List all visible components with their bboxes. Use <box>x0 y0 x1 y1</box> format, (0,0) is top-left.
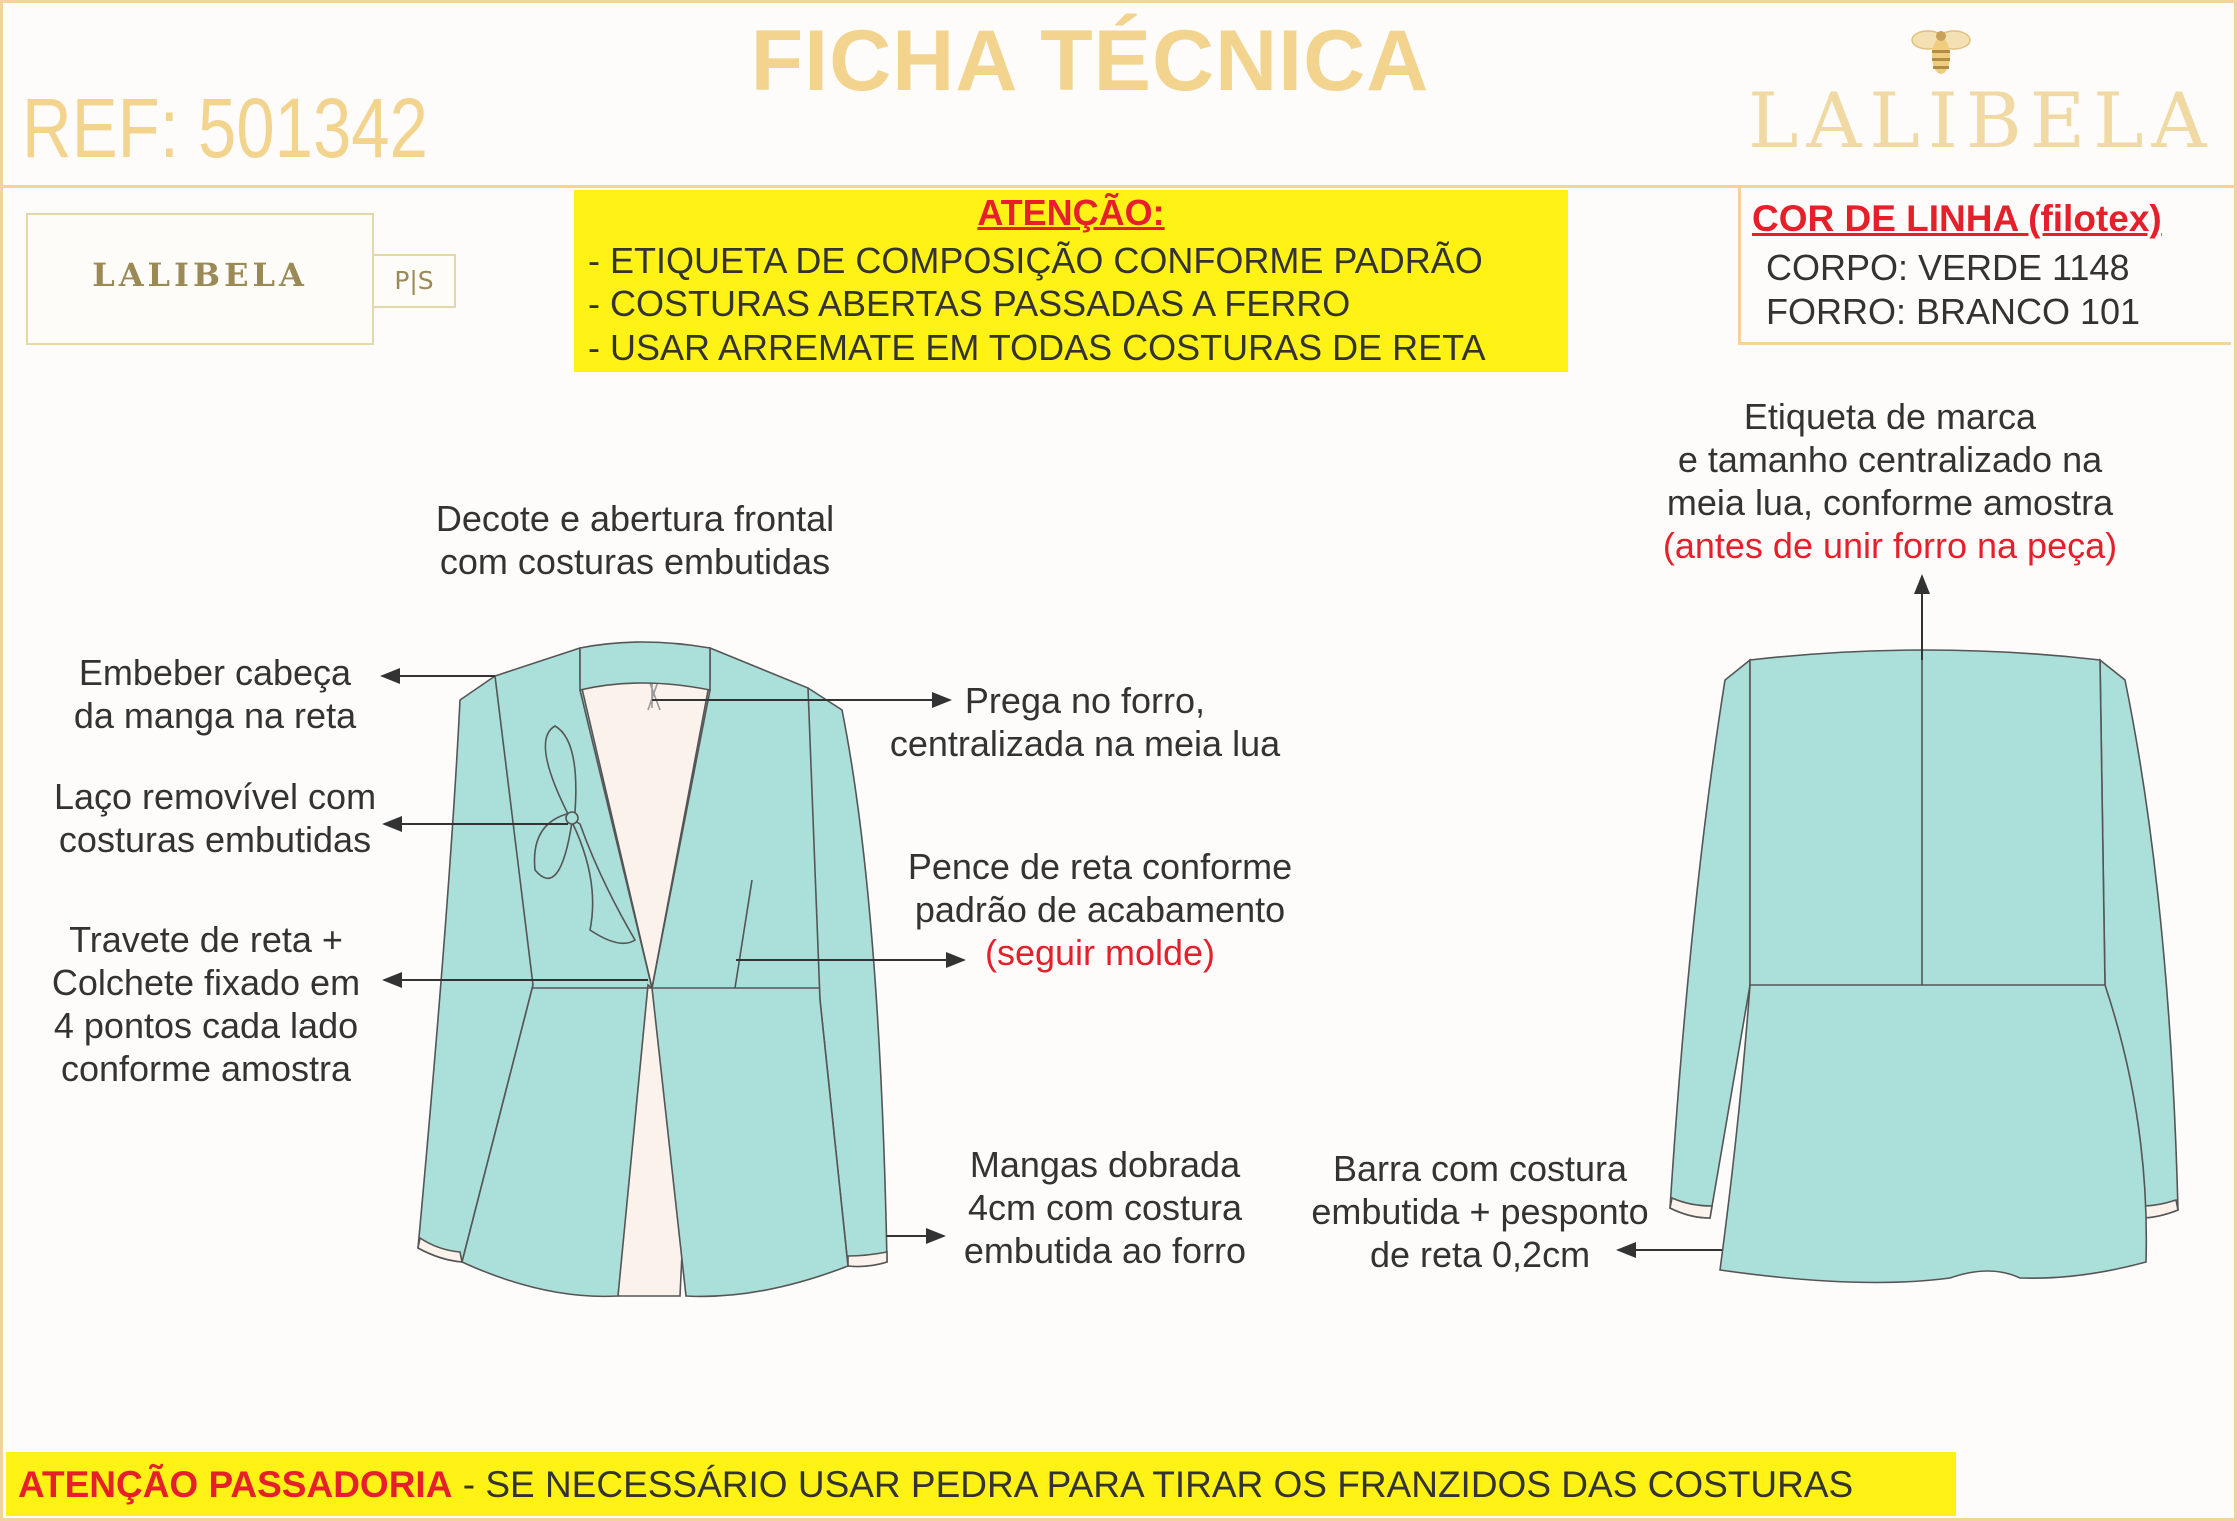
footer-highlight: ATENÇÃO PASSADORIA <box>18 1464 453 1505</box>
note-dart: Pence de reta conforme padrão de acabamento (seguir molde) <box>880 845 1320 974</box>
note-back-label-red: (antes de unir forro na peça) <box>1662 525 2118 566</box>
thread-color-body: CORPO: VERDE 1148 <box>1766 247 2130 288</box>
note-sleeve-head: Embeber cabeça da manga na reta <box>73 652 357 736</box>
front-view-drawing <box>418 642 887 1296</box>
note-pleat: Prega no forro, centralizada na meia lua <box>889 680 1281 764</box>
note-back-label: Etiqueta de marca e tamanho centralizado na meia lua, conforme amostra (antes de unir forro na peça) <box>1620 395 2160 567</box>
note-neckline: Decote e abertura frontal com costuras embutidas <box>435 498 835 582</box>
note-sleeves: Mangas dobrada 4cm com costura embutida ao forro <box>963 1144 1247 1271</box>
back-view-drawing <box>1670 650 2178 1283</box>
attention-line: - ETIQUETA DE COMPOSIÇÃO CONFORME PADRÃO <box>588 240 1483 281</box>
reference-code: REF: 501342 <box>22 81 428 175</box>
note-bow: Laço removível com costuras embutidas <box>53 776 377 860</box>
attention-line: - USAR ARREMATE EM TODAS COSTURAS DE RETA <box>588 327 1486 368</box>
footer-text <box>18 1464 1853 1506</box>
brand-logo: LALIBELA <box>1748 76 2215 165</box>
page-title: FICHA TÉCNICA <box>750 13 1430 109</box>
thread-color-lining: FORRO: BRANCO 101 <box>1766 291 2141 332</box>
attention-title: ATENÇÃO: <box>977 192 1165 233</box>
attention-line: - COSTURAS ABERTAS PASSADAS A FERRO <box>588 283 1351 324</box>
footer-message: - SE NECESSÁRIO USAR PEDRA PARA TIRAR OS FRANZIDOS DAS COSTURAS <box>452 1464 1854 1505</box>
note-dart-red: (seguir molde) <box>984 932 1216 973</box>
brand-label-text: LALIBELA <box>92 256 308 294</box>
note-hem: Barra com costura embutida + pesponto de reta 0,2cm <box>1311 1148 1649 1275</box>
back-body <box>1720 650 2146 1283</box>
note-bartack: Travete de reta + Colchete fixado em 4 pontos cada lado conforme amostra <box>51 919 361 1089</box>
size-label: P|S <box>372 254 456 308</box>
thread-color-title: COR DE LINHA (filotex) <box>1752 198 2162 239</box>
